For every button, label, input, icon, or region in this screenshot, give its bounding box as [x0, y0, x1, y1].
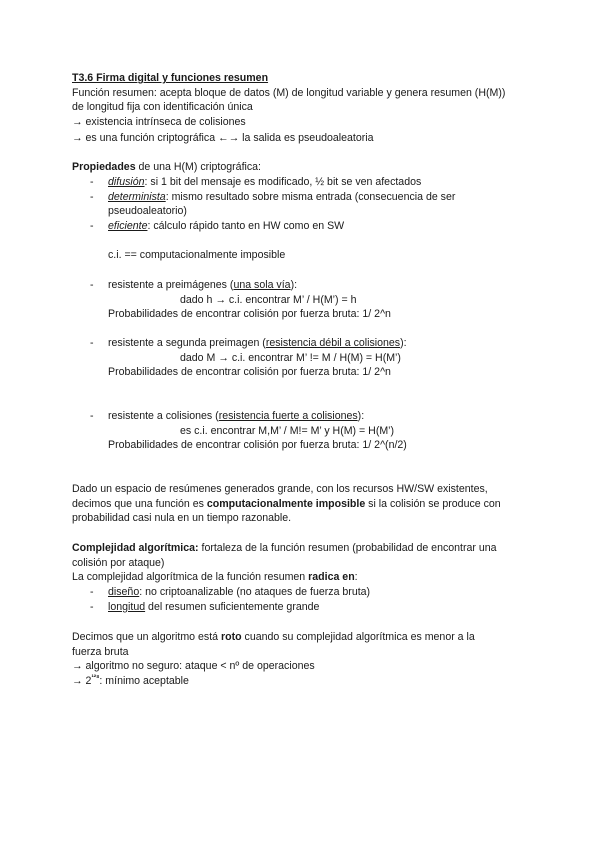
prop-difusion: [108, 175, 421, 189]
espacio-line-1: Dado un espacio de resúmenes generados grande, con los recursos HW/SW existentes,: [72, 483, 488, 495]
prop-preimagenes: [108, 278, 297, 292]
roto-l4-a: → 2: [72, 675, 92, 687]
segunda-formula: dado M → c.i. encontrar M’ != M / H(M) = H(M’): [180, 352, 401, 364]
bullet-dash: -: [90, 191, 94, 203]
complejidad-l3-bold: radica en: [308, 571, 355, 583]
preimagenes-text-a: resistente a preimágenes (: [108, 279, 234, 291]
prop-determinista: [108, 190, 455, 204]
espacio-text-c: si la colisión se produce con: [365, 498, 501, 510]
espacio-line-3: probabilidad casi nula en un tiempo razonable.: [72, 512, 292, 524]
difusion-text: : si 1 bit del mensaje es modificado, ½ bit se ven afectados: [144, 176, 422, 188]
intro-line-4: → es una función criptográfica ←→ la salida es pseudoaleatoria: [72, 132, 374, 144]
segunda-text-a: resistente a segunda preimagen (: [108, 337, 266, 349]
prop-determinista-cont: pseudoaleatorio): [108, 205, 187, 217]
espacio-line-2: [72, 497, 501, 511]
intro-line-3: → existencia intrínseca de colisiones: [72, 116, 246, 128]
bullet-dash: -: [90, 220, 94, 232]
determinista-text: : mismo resultado sobre misma entrada (consecuencia de ser: [165, 191, 456, 203]
roto-line-3: → algoritmo no seguro: ataque < nº de operaciones: [72, 660, 315, 672]
espacio-bold: computacionalmente imposible: [206, 498, 366, 510]
longitud-term: longitud: [108, 601, 146, 613]
determinista-term: determinista: [108, 191, 166, 203]
colisiones-formula: es c.i. encontrar M,M’ / M!= M’ y H(M) = H(M’): [180, 425, 395, 437]
complejidad-l3-a: La complejidad algorítmica de la función resumen: [72, 571, 309, 583]
ci-definition: c.i. == computacionalmente imposible: [108, 249, 286, 261]
complejidad-longitud: [108, 600, 319, 614]
complejidad-line-2: colisión por ataque): [72, 557, 165, 569]
bullet-dash: -: [90, 337, 94, 349]
complejidad-l3-c: :: [354, 571, 358, 583]
prop-colisiones: [108, 409, 364, 423]
complejidad-line-1: [72, 541, 497, 555]
preimagenes-text-b: ):: [290, 279, 298, 291]
complejidad-line-3: [72, 570, 358, 584]
segunda-underlined: resistencia débil a colisiones: [265, 337, 401, 349]
preimagenes-probability: Probabilidades de encontrar colisión por fuerza bruta: 1/ 2^n: [108, 308, 391, 320]
eficiente-text: : cálculo rápido tanto en HW como en SW: [147, 220, 345, 232]
colisiones-text-a: resistente a colisiones (: [108, 410, 219, 422]
longitud-text: del resumen suficientemente grande: [145, 601, 320, 613]
segunda-probability: Probabilidades de encontrar colisión por fuerza bruta: 1/ 2^n: [108, 366, 391, 378]
bullet-dash: -: [90, 410, 94, 422]
segunda-text-b: ):: [400, 337, 407, 349]
complejidad-bold: Complejidad algorítmica:: [72, 542, 199, 554]
espacio-text-a: decimos que una función es: [72, 498, 207, 510]
colisiones-probability: Probabilidades de encontrar colisión por fuerza bruta: 1/ 2^(n/2): [108, 439, 407, 451]
roto-text-c: cuando su complejidad algorítmica es menor a la: [241, 631, 475, 643]
complejidad-rest: fortaleza de la función resumen (probabilidad de encontrar una: [198, 542, 497, 554]
bullet-dash: -: [90, 279, 94, 291]
colisiones-text-b: ):: [357, 410, 365, 422]
preimagenes-formula: dado h → c.i. encontrar M’ / H(M’) = h: [180, 294, 357, 306]
properties-heading-rest: de una H(M) criptográfica:: [135, 161, 262, 173]
roto-text-a: Decimos que un algoritmo está: [72, 631, 221, 643]
bullet-dash: -: [90, 601, 94, 613]
roto-line-4: [72, 674, 189, 688]
diseno-term: diseño: [108, 586, 140, 598]
properties-heading-bold: Propiedades: [72, 161, 136, 173]
complejidad-diseno: [108, 585, 370, 599]
roto-bold: roto: [220, 631, 242, 643]
intro-line-2: de longitud fija con identificación única: [72, 101, 253, 113]
roto-line-2: fuerza bruta: [72, 646, 129, 658]
eficiente-term: eficiente: [108, 220, 148, 232]
prop-segunda-preimagen: [108, 336, 407, 350]
bullet-dash: -: [90, 586, 94, 598]
properties-heading: [72, 160, 261, 174]
roto-l4-exponent: ¹²⁸: [91, 674, 100, 682]
preimagenes-underlined: una sola vía: [233, 279, 291, 291]
roto-l4-b: : mínimo aceptable: [99, 675, 189, 687]
intro-line-1: Función resumen: acepta bloque de datos (M) de longitud variable y genera resumen (H(M)): [72, 87, 506, 99]
diseno-text: : no criptoanalizable (no ataques de fuerza bruta): [139, 586, 371, 598]
roto-line-1: [72, 630, 475, 644]
difusion-term: difusión: [108, 176, 145, 188]
bullet-dash: -: [90, 176, 94, 188]
prop-eficiente: [108, 219, 344, 233]
doc-title: T3.6 Firma digital y funciones resumen: [72, 72, 269, 84]
colisiones-underlined: resistencia fuerte a colisiones: [218, 410, 358, 422]
